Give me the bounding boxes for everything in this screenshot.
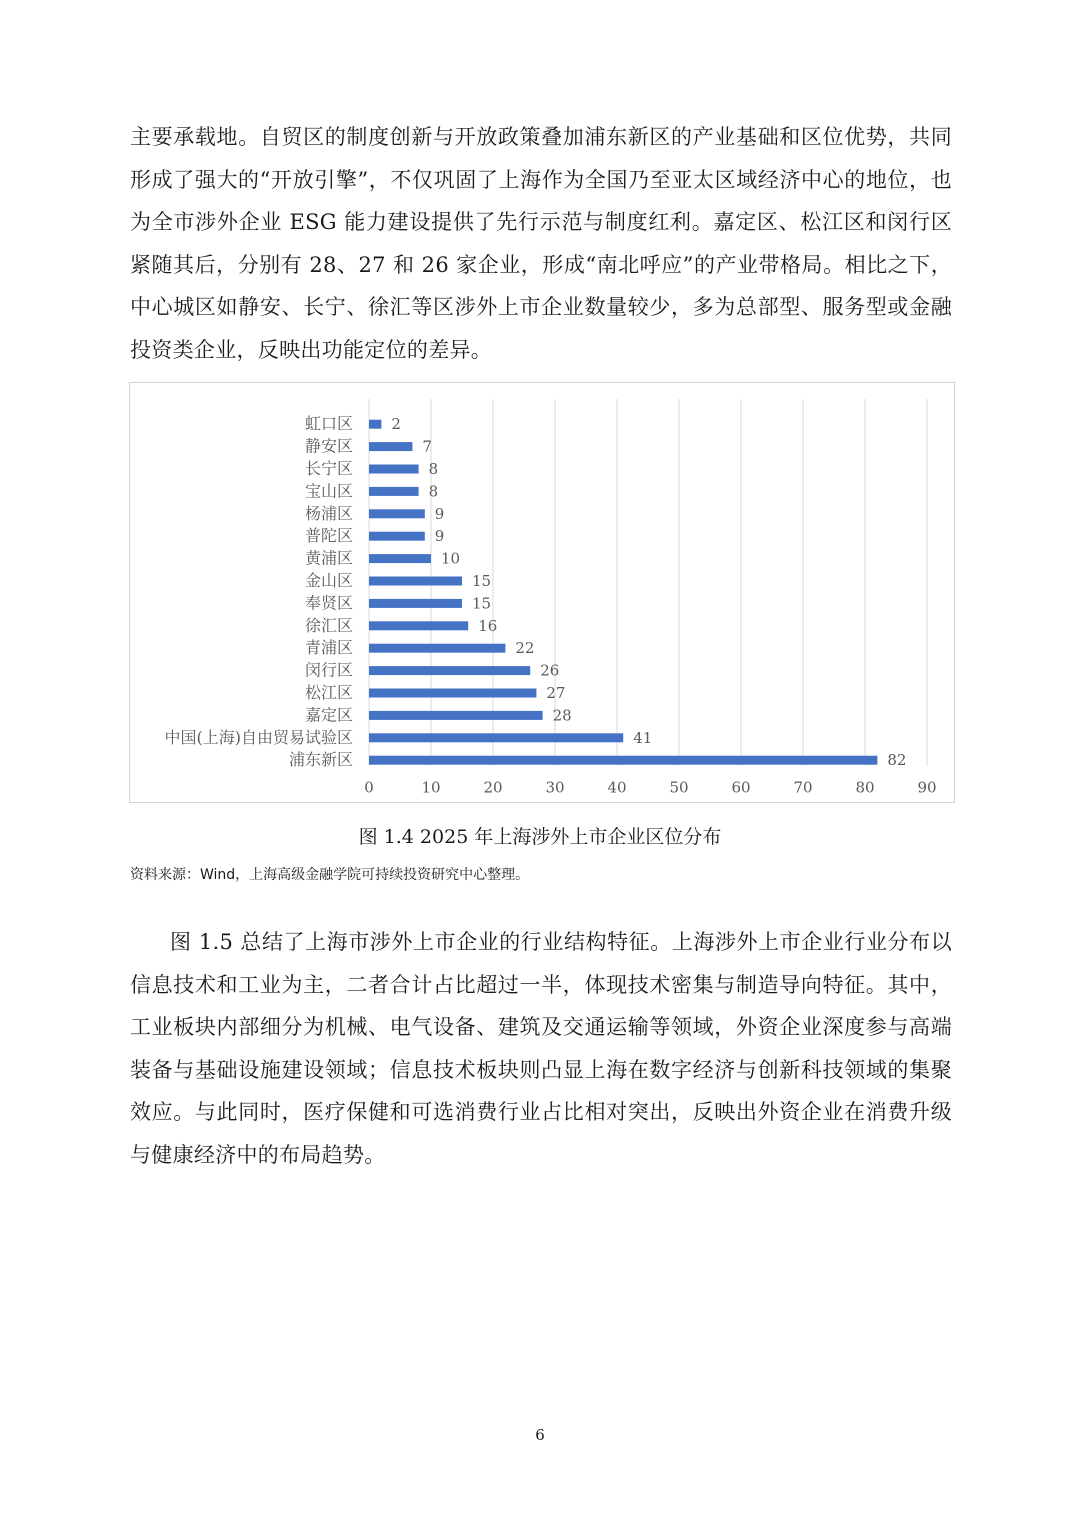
figure-source-note: 资料来源：Wind，上海高级金融学院可持续投资研究中心整理。 [130, 867, 530, 883]
y-category-label: 长宁区 [304, 459, 353, 478]
data-label: 9 [434, 527, 445, 546]
body-paragraph-1: 主要承载地。自贸区的制度创新与开放政策叠加浦东新区的产业基础和区位优势，共同形成了强大的“开放引擎”，不仅巩固了上海作为全国乃至亚太区域经济中心的地位，也为全市涉外企业 ESG 能力建设提供了先行示范与制度红利。嘉定区、松江区和闵行区紧随其后，分别有 28、27 和 26 家企业，形成“南北呼应”的产业带格局。相比之下，中心城区如静安、长宁、徐汇等区涉外上市企业数量较少，多为总部型、服务型或金融投资类企业，反映出功能定位的差异。 [130, 125, 952, 362]
bar [369, 509, 425, 518]
bar [369, 621, 468, 630]
bar [369, 756, 877, 765]
y-category-label: 闵行区 [304, 660, 353, 680]
x-tick-label: 60 [731, 778, 751, 797]
x-tick-label: 40 [607, 778, 627, 797]
x-tick-label: 50 [669, 778, 689, 797]
y-category-label: 奉贤区 [304, 593, 353, 613]
x-tick-label: 30 [545, 778, 565, 797]
data-label: 15 [472, 572, 492, 590]
bar [369, 465, 419, 474]
y-category-label: 黄浦区 [304, 548, 353, 568]
x-tick-label: 10 [421, 778, 441, 797]
data-label: 7 [422, 437, 432, 456]
data-label: 10 [441, 549, 461, 568]
y-category-label: 金山区 [304, 571, 353, 590]
y-category-label: 中国(上海)自由贸易试验区 [164, 727, 353, 747]
y-category-label: 浦东新区 [288, 750, 353, 770]
bar [369, 577, 462, 586]
data-label: 8 [428, 482, 439, 501]
x-tick-label: 20 [483, 778, 503, 797]
data-label: 22 [515, 639, 535, 658]
data-label: 16 [478, 616, 498, 635]
x-tick-label: 90 [917, 778, 937, 797]
page-number: 6 [535, 1426, 545, 1444]
x-tick-label: 80 [855, 778, 875, 797]
data-label: 41 [633, 728, 653, 747]
y-category-label: 杨浦区 [304, 503, 353, 523]
y-category-label: 静安区 [304, 436, 353, 456]
data-label: 9 [434, 504, 445, 523]
bar-chart [129, 382, 955, 803]
bar [369, 733, 623, 742]
data-label: 8 [428, 460, 439, 478]
y-category-label: 普陀区 [304, 526, 353, 546]
x-tick-label: 0 [364, 778, 374, 797]
bar [369, 644, 505, 653]
bar [369, 487, 419, 496]
x-tick-label: 70 [793, 778, 813, 797]
data-label: 26 [540, 661, 560, 680]
chart-svg [130, 383, 956, 804]
bar [369, 532, 425, 541]
y-category-label: 青浦区 [304, 638, 353, 658]
bar [369, 599, 462, 608]
data-label: 28 [552, 706, 572, 725]
data-label: 2 [391, 415, 401, 434]
data-label: 15 [472, 594, 492, 613]
data-label: 27 [546, 684, 566, 702]
bar [369, 666, 530, 675]
figure-caption: 图 1.4 2025 年上海涉外上市企业区位分布 [358, 826, 722, 848]
y-category-label: 嘉定区 [304, 705, 353, 725]
data-label: 82 [887, 751, 907, 770]
y-category-label: 虹口区 [304, 414, 353, 434]
bar [369, 689, 536, 698]
bar [369, 711, 543, 720]
y-category-label: 徐汇区 [304, 615, 353, 635]
body-paragraph-2: 图 1.5 总结了上海市涉外上市企业的行业结构特征。上海涉外上市企业行业分布以信息技术和工业为主，二者合计占比超过一半，体现技术密集与制造导向特征。其中，工业板块内部细分为机械、电气设备、建筑及交通运输等领域，外资企业深度参与高端装备与基础设施建设领域；信息技术板块则凸显上海在数字经济与创新科技领域的集聚效应。与此同时，医疗保健和可选消费行业占比相对突出，反映出外资企业在消费升级与健康经济中的布局趋势。 [130, 930, 952, 1167]
bar [369, 420, 381, 429]
y-category-label: 宝山区 [304, 481, 353, 501]
bar [369, 554, 431, 563]
y-category-label: 松江区 [304, 683, 353, 702]
bar [369, 442, 412, 451]
